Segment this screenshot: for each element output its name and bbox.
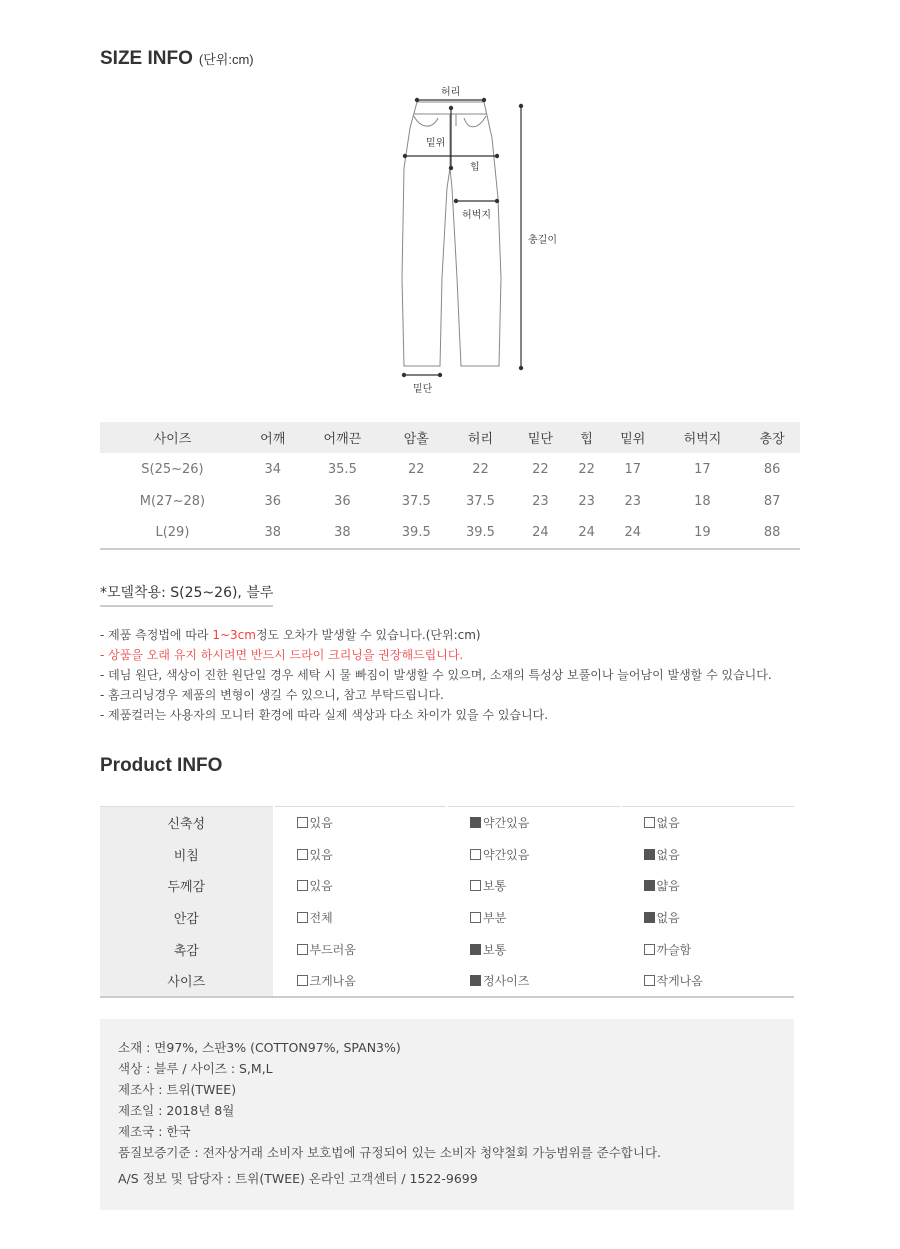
product-info-option	[447, 902, 621, 934]
product-info-label: 비침	[100, 838, 274, 870]
col-header: 사이즈	[100, 422, 245, 453]
detail-color-size: 색상 : 블루 / 사이즈 : S,M,L	[118, 1061, 273, 1076]
label-rise: 밑위	[426, 138, 446, 149]
size-table	[100, 422, 800, 550]
unchecked-box-icon	[297, 944, 308, 955]
table-cell: 23	[532, 493, 549, 509]
unchecked-box-icon	[644, 817, 655, 828]
unchecked-box-icon	[470, 849, 481, 860]
option-label: 없음	[656, 847, 680, 862]
detail-manufacturer: 제조사 : 트위(TWEE)	[118, 1082, 237, 1097]
note-text: - 제품 측정법에 따라	[100, 628, 213, 642]
product-info-option	[274, 807, 448, 839]
unchecked-box-icon	[297, 880, 308, 891]
col-header: 허벅지	[661, 422, 745, 453]
checked-box-icon	[470, 944, 481, 955]
option-label: 약간있음	[483, 816, 530, 831]
table-cell: 22	[532, 461, 549, 477]
label-total-length: 총길이	[528, 235, 557, 246]
product-info-option	[274, 965, 448, 997]
label-waist: 허리	[441, 87, 461, 98]
unchecked-box-icon	[297, 912, 308, 923]
model-wearing-note: *모델착용: S(25~26), 블루	[100, 582, 273, 607]
product-info-option	[447, 965, 621, 997]
table-cell: 37.5	[465, 493, 495, 509]
detail-material: 소재 : 면97%, 스판3% (COTTON97%, SPAN3%)	[118, 1040, 401, 1055]
option-label: 까슬함	[656, 942, 692, 957]
col-header: 총장	[744, 422, 800, 453]
table-cell: 36	[264, 493, 282, 509]
product-info-option	[447, 933, 621, 965]
table-cell: 17	[624, 461, 642, 477]
detail-as-rest: 정보 및 담당자 : 트위(TWEE) 온라인 고객센터 / 1522-9699	[138, 1171, 478, 1186]
option-label: 얇음	[656, 879, 680, 894]
table-cell: 17	[694, 461, 711, 477]
label-hip: 힙	[470, 162, 480, 173]
product-info-row	[100, 870, 794, 902]
option-label: 보통	[483, 942, 507, 957]
checked-box-icon	[644, 880, 655, 891]
note-item: - 홈크리닝경우 제품의 변형이 생길 수 있으니, 참고 부탁드립니다.	[100, 688, 444, 702]
product-info-label: 안감	[100, 902, 274, 934]
unchecked-box-icon	[644, 944, 655, 955]
col-header: 힙	[568, 422, 605, 453]
table-cell: 38	[301, 517, 385, 549]
product-info-option	[274, 838, 448, 870]
table-row	[100, 517, 800, 549]
table-cell: 37.5	[401, 493, 431, 509]
product-info-option	[621, 870, 795, 902]
table-cell: L(29)	[100, 517, 245, 549]
option-label: 작게나옴	[656, 973, 703, 988]
pants-size-diagram	[380, 78, 580, 398]
label-hem: 밑단	[413, 384, 433, 395]
product-info-row	[100, 965, 794, 997]
note-highlight: 1~3cm	[212, 628, 256, 642]
product-info-label: 촉감	[100, 933, 274, 965]
product-info-row	[100, 902, 794, 934]
label-thigh: 허벅지	[462, 210, 491, 221]
col-header: 어깨끈	[301, 422, 385, 453]
table-cell: 24	[605, 517, 661, 549]
product-info-label: 신축성	[100, 807, 274, 839]
col-header: 밑단	[513, 422, 569, 453]
table-cell: 39.5	[384, 517, 448, 549]
table-cell: 39.5	[448, 517, 512, 549]
product-info-row	[100, 807, 794, 839]
size-info-title	[100, 48, 254, 70]
col-header: 밑위	[605, 422, 661, 453]
option-label: 없음	[656, 910, 680, 925]
product-info-table	[100, 806, 794, 998]
option-label: 있음	[309, 847, 333, 862]
option-label: 없음	[656, 816, 680, 831]
table-cell: 34	[264, 461, 282, 477]
table-cell: 38	[245, 517, 301, 549]
col-header: 허리	[448, 422, 512, 453]
table-row	[100, 485, 800, 517]
note-item	[100, 625, 772, 645]
option-label: 크게나옴	[309, 973, 356, 988]
option-label: 있음	[309, 879, 333, 894]
size-info-heading: SIZE INFO	[100, 48, 193, 69]
col-header: 암홀	[384, 422, 448, 453]
product-info-title: Product INFO	[100, 755, 223, 776]
detail-warranty: 품질보증기준 : 전자상거래 소비자 보호법에 규정되어 있는 소비자 청약철회 가능범위를 준수합니다.	[118, 1145, 661, 1160]
unchecked-box-icon	[297, 817, 308, 828]
product-info-option	[447, 807, 621, 839]
product-info-option	[621, 933, 795, 965]
table-cell: 19	[661, 517, 745, 549]
product-info-option	[621, 807, 795, 839]
note-item: - 데님 원단, 색상이 진한 원단일 경우 세탁 시 물 빠짐이 발생할 수 있으며, 소재의 특성상 보풀이나 늘어남이 발생할 수 있습니다.	[100, 668, 772, 682]
size-table-header	[100, 422, 800, 453]
unchecked-box-icon	[470, 880, 481, 891]
table-cell: 22	[472, 461, 489, 477]
checked-box-icon	[470, 975, 481, 986]
table-cell: 86	[763, 461, 781, 477]
table-cell: 24	[513, 517, 569, 549]
option-label: 정사이즈	[483, 973, 530, 988]
product-info-row	[100, 933, 794, 965]
product-info-option	[621, 965, 795, 997]
product-info-option	[621, 902, 795, 934]
note-text: 정도 오차가 발생할 수 있습니다.(단위:cm)	[255, 628, 481, 642]
option-label: 있음	[309, 816, 333, 831]
detail-as	[118, 1168, 794, 1189]
table-cell: 87	[763, 493, 781, 509]
product-info-option	[447, 870, 621, 902]
size-info-unit: (단위:cm)	[198, 52, 254, 67]
product-info-row	[100, 838, 794, 870]
table-cell: 23	[624, 493, 642, 509]
detail-as-prefix: A/S	[118, 1171, 139, 1186]
product-info-option	[447, 838, 621, 870]
product-details-box	[100, 1019, 794, 1210]
product-info-option	[274, 933, 448, 965]
option-label: 보통	[483, 879, 507, 894]
checked-box-icon	[644, 912, 655, 923]
detail-country: 제조국 : 한국	[118, 1124, 191, 1139]
table-cell: 88	[744, 517, 800, 549]
checked-box-icon	[470, 817, 481, 828]
unchecked-box-icon	[470, 912, 481, 923]
product-info-label: 두께감	[100, 870, 274, 902]
table-cell: 22	[578, 461, 595, 477]
table-cell: 36	[334, 493, 351, 509]
option-label: 부분	[483, 910, 507, 925]
product-info-option	[274, 902, 448, 934]
care-notes-list	[100, 625, 772, 725]
product-info-label: 사이즈	[100, 965, 274, 997]
table-row	[100, 453, 800, 485]
checked-box-icon	[644, 849, 655, 860]
table-cell: 23	[578, 493, 595, 509]
product-info-option	[621, 838, 795, 870]
table-cell: S(25~26)	[141, 461, 204, 477]
option-label: 전체	[309, 910, 333, 925]
table-cell: 18	[694, 493, 711, 509]
unchecked-box-icon	[644, 975, 655, 986]
table-cell: 22	[407, 461, 425, 477]
table-cell: 24	[568, 517, 605, 549]
detail-date: 제조일 : 2018년 8월	[118, 1103, 235, 1118]
note-item: - 제품컬러는 사용자의 모니터 환경에 따라 실제 색상과 다소 차이가 있을 수 있습니다.	[100, 708, 549, 722]
table-cell: M(27~28)	[139, 493, 206, 509]
unchecked-box-icon	[297, 975, 308, 986]
option-label: 약간있음	[483, 847, 530, 862]
table-cell: 35.5	[327, 461, 357, 477]
note-item: - 상품을 오래 유지 하시려면 반드시 드라이 크리닝을 권장해드립니다.	[100, 648, 464, 662]
col-header: 어깨	[245, 422, 301, 453]
product-info-option	[274, 870, 448, 902]
unchecked-box-icon	[297, 849, 308, 860]
option-label: 부드러움	[309, 942, 356, 957]
